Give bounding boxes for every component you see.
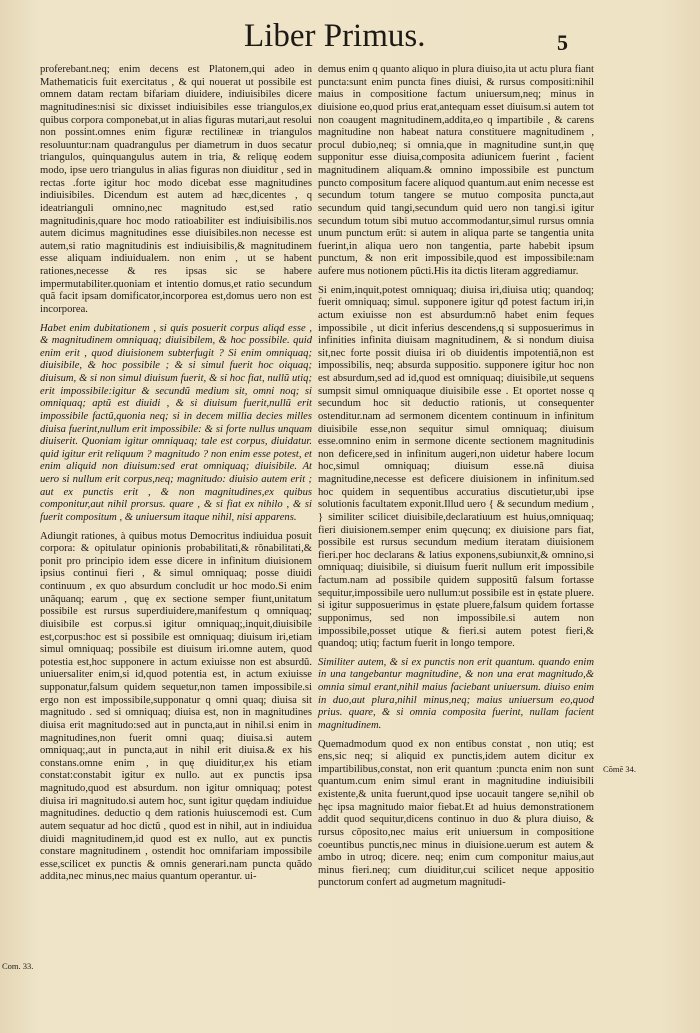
paragraph-1: proferebant.neq; enim decens est Platonem,qui adeo in Mathematicis fuit exercitatus , & qui nouerat ut possibile est omnem datam rectam bifariam diuidere, indiuisibiles dicere magnitudines:nisi sic dixisset indiuisibiles esse triangulos,ex quibus corpora componebat,ut in alias figuras mutari,aut resolui non possint.omnes enim figuræ rectilineæ in triangulos resoluuntur:nam quadrangulus per diametrum in duos secatur triangulos, quinquangulus autem in tria, & reliquę eodem modo, ipse uero triangulus in alias figuras non diuiditur , sed in rectas .forte igitur hoc modo dicebat esse magnitudines indiuisibiles. Dicendum est autem ad hæc,dicentes , q ideatrianguli omnino,nec magnitudo est,sed ratio magnitudinis,quare hoc modo ratioabiliter est indiuisibilis.nos autem dicimus magnitudines esse diuisibiles.non necesse est autem,si ratio magnitudinis est indiuisibilis,& magnitudinem esse aliquam indiuidualem. non enim , ut se habent rationes,necesse & res ipsas sic se habere impermutabiliter.quoniam et intentio domus,et ratio secundum quã facit ipsam domificator,incorporea est,domus uero non est incorporea. xyxy=(40,64,312,315)
margin-note-left: Com. 33. xyxy=(2,961,34,971)
paragraph-5: Si enim,inquit,potest omniquaq; diuisa iri,diuisa utiq; quandoq; fuerit omniquaq; simul. supponere igitur qđ potest factum iri,in actum exiuisse non est absurdum:nõ habet enim feques impossibile , ut dicit inferius descendens,q si supposuerimus in infinities infinita diuisam magnitudinem, & si nondum diuisa sit,nec forte possit diuisa iri ob diuidentis impotentiã,non est impossibilis, neq; absurda suppositio. supponere igitur hoc non est absurdum,sed ad id,quod est omniquaq; diuisibile,ut sequens sumpsit simul omniquaque diuisibile esse . Et oportet nosse q secundum hoc sit deductio rationis, ut consequenter ostenditur.nam ad sermonem dicentem continuum in infinitum diuisibile esse,non sequitur simul omniquaq; diuisum esse.omnino enim in sermone dicente sectionem magnitudinis non deficere,sed in infinitum augeri,non uidetur habere locum hoc,simul omniquaq; diuisum esse.nã diuisa magnitudine,necesse est deficere diuisionem in infinitum.sed hoc quidem in sequentibus accuratius discutietur,ubi ipse solutionis facultatem exponit.Illud uero { & secundum medium , } similiter scilicet diuisibile,declaratiuum est huius,omniquaq; fieri diuisionem.semper enim quęcunq; ex diuisione pars fiat, possibile est rursus secundum medium iteratam diuisionem fieri.per hoc declarans & latius exponens,subiunxit,& omnino,si omniquaq; diuisibile, si diuisum fuerit nullum erit impossibile factum.nam ad possibile quidem suppositũ falsum fortasse sequitur,impossibile uero nullum:ut possibile est in ęstate pluere. si igitur supposuerimus in ęstate pluere,falsum quidem fortasse supponimus, sed non impossibile.si autem non impossibile,posset utique & fieri.si autem potest fieri,& quandoq; utiq; factum fuerit in longo tempore. xyxy=(318,284,594,650)
left-text-column xyxy=(40,64,312,890)
page-header xyxy=(0,18,700,68)
running-title: Liber Primus. xyxy=(244,18,426,54)
page-number: 5 xyxy=(557,30,568,55)
margin-note-right: Cõmē 34. xyxy=(603,764,637,774)
paragraph-6-italic: Similiter autem, & si ex punctis non erit quantum. quando enim in una tangebantur magnitudine, & non una erat magnitudo,& omnia simul erant,nihil maius faciebant uniuersum. diuiso enim in duo,aut plura,nihil minus,neq; maius uniuersum eo,quod prius. quare, & si omnia composita fuerint, nullam facient magnitudinem. xyxy=(318,656,594,731)
paragraph-3: Adiungit rationes, à quibus motus Democritus indiuidua posuit corpora: & opitulatur opinionis probabilitati,& rõnabilitati,& ponit pro principio idem esse dicere in infinitum diuisionem ipsius continui fieri , & simul omniquaq; posse diuidi continuum , ex quo absurdum concludit ur hoc modo.Si enim unãquanq; earum , quę ex sectione semper fiunt,unitatum possibile est rursus superdiuidere,manifestum q omniquaq; diuisibile est corpus.si igitur omniquaq;,inquit,diuisibile est,corpus:hoc est si possibile est omniquaq; diuisum iri,etiam simul omniquaq; possibile est diuisum iri.omne autem, quod potestia est,hoc supponere in actum exiuisse non est absurdũ. uniuersaliter enim,si id,quod potentia est, in actum exiuisse supponatur,falsum quidem sequetur,non tamen impossibile.si ergo non est impossibile,supponatur q omni quaq; diuisa sit magnitudo . sed si omniquaq; diuisa est, non in magnitudines diuisa erit magnitudo:sed aut in puncta,aut in nihil.si enim in magnitudines,non fuerit omni quaq; diuisa.si autem omniquaq;,aut in puncta,aut in nihil erit diuisa.& ex his constans.omne enim , in quę diuiditur,ex his etiam constat:constabit igitur ex nullo. aut ex punctis ipsa magnitudo,quod est absurdum. non igitur omniquaq; potest diuisa iri magnitudo.si autem hoc, sunt igitur quędam indiuidue magnitudines. deductio q dem rationis huiuscemodi est. Cum autem sequatur ad hoc dictũ , quod est in nihil, aut in indiuidua diuidi magnitudinem,id quod est ex nullo, aut ex punctis constare magnitudinem , ostendit hoc omnifariam impossibile esse,scilicet ex punctis & omnis generari.nam puncta quãdo addita,nec minus,nec maius quantum operantur. ui- xyxy=(40,530,312,883)
paragraph-7: Quemadmodum quod ex non entibus constat , non utiq; est ens,sic neq; si aliquid ex punctis,idem autem dicitur ex impartibilibus,constat, non erit quantum :puncta enim non sunt quantum.cum enim simul erant in magnitudine indiuisibili existente,& unita fuerunt,quod ipse uocauit tangere se,nihil ob hęc ipsa magnitudo maior fiebat.Et ad huius demonstrationem addit quod sequitur,dicens continuo in duo & plura diuiso, & rursus cõposito,nec maius erit uniuersum in compositione coeuntibus punctis,nec minus in diuisione.uerum est autem & ambo in utroq; dicere. neq; enim cum componitur maius,aut minus fieri.neq; cum diuiditur,cui scilicet neque appositio punctorum confert ad augmetum magnitudi- xyxy=(318,738,594,889)
paragraph-2-italic: Habet enim dubitationem , si quis posuerit corpus aliqd esse , & magnitudinem omniquaq; diuisibilem, & hoc possibile. quid enim erit , quod diuisionem subterfugit ? Si enim omniquaq; diuisibile, & hoc possibile ; & si simul fuerit hoc oiquaq; diuisum, & si non simul diuisum fuerit, & si hoc fiat, nullũ utiq; erit impossibile:igitur & secundũ medium sit, omni noq; si omniquaq; aptũ est diuidi , & si diuisum fuerit,nullũ erit impossibile factũ,quonia neq; si in decem millia decies milles diuisa fuerint,nullum erit impossibile: & si forte nullus unquam diuiserit. Quoniam igitur omniquaq; tale est corpus, diuidatur. quid igitur erit reliquum ? magnitudo ? non enim esse potest, et enim aliquid non diuisum:sed erat omniquaq; diuisibile. At uero si nullum erit corpus,neq; magnitudo: diuisio autem erit ; aut ex punctis erit , & non magnitudines,ex quibus componitur,aut nihil prorsus. quare , & si fiat ex nihilo , & si fuerit compositum , & uniuersum itaque nihil, nisi apparens. xyxy=(40,322,312,523)
paragraph-4: demus enim q quanto aliquo in plura diuiso,ita ut actu plura fiant puncta:sunt enim puncta fines diuisi, & rursus compositi:nihil maius in compositione factum uniuersum,neq; minus in diuisione eo,quod prius erat,antequam esset diuisum.si autem tot non coaugent magnitudinem,addita,eo q impartibile , & carens magnitudine non habeat natura constituere magnitudinem , procul dubio,neq; si omnia,que in magnitudine sunt,in quę supponitur esse diuisa,composita adiunicem fuerint , facient magnitudinem aliquam.& omnino impossibile est punctum puncto compositum facere aliquod quantum.aut enim necesse est secundum totum tangere se mutuo composita puncta,aut secundum quid tangi,secundum quid uero non tangi.si igitur secundum totum sibi mutuo accommodantur,simul rursus omnia unum punctum erũt: si autem in aliqua parte se tangentia unita fuerint,in aliqua uero non tangentia, parte habebit ipsum punctum, & non erit impossibile,quod est impossibile:nam aufere mus notionem pũcti.His ita dictis literam aggrediamur. xyxy=(318,64,594,277)
right-text-column xyxy=(318,64,594,896)
